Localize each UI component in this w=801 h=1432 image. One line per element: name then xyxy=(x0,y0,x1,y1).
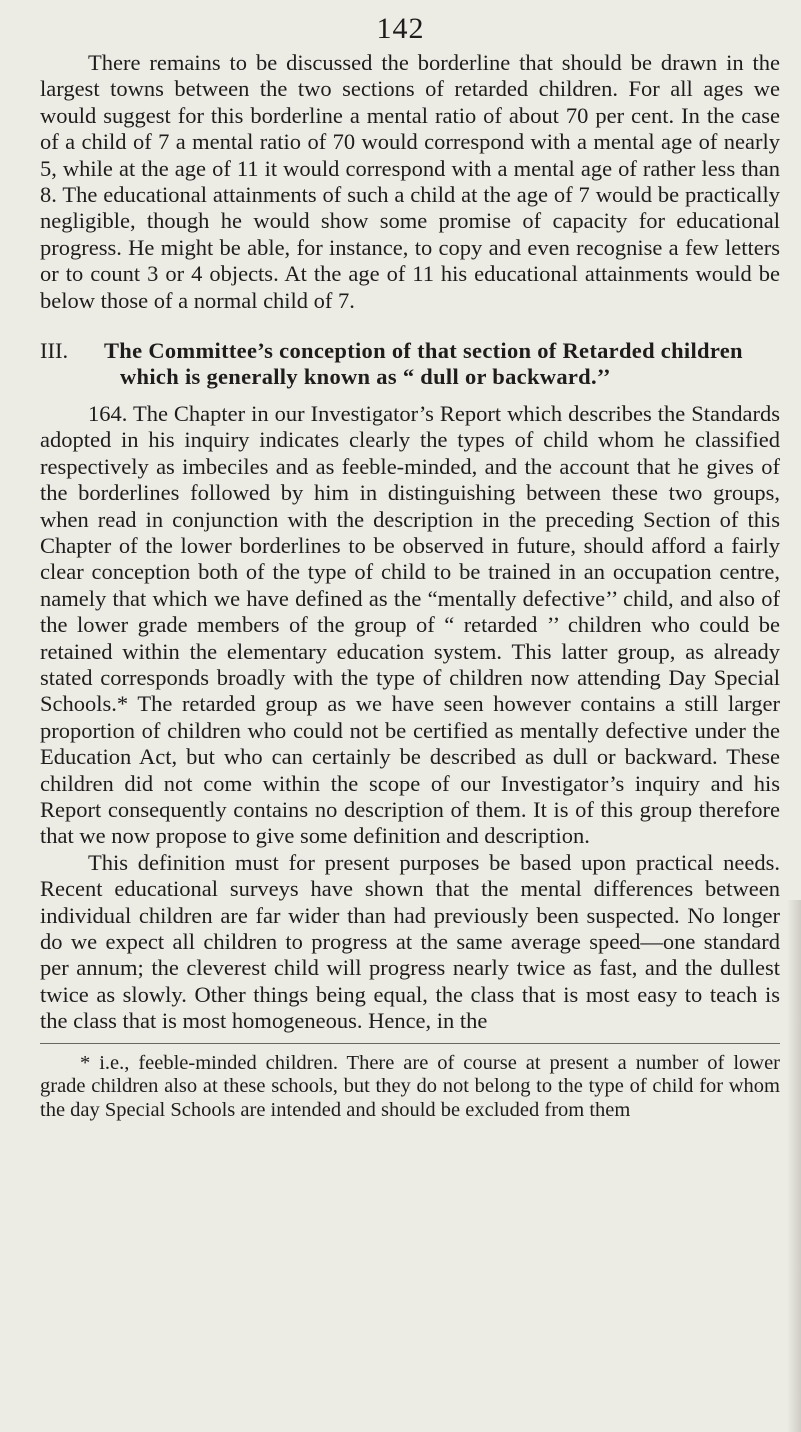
footnote xyxy=(40,1052,780,1123)
section-number: III. xyxy=(40,338,69,364)
section-heading xyxy=(40,338,780,391)
paragraph-definition: This definition must for present purposes be based upon practical needs. Recent educational surveys have shown that the mental differences between individual children are far wider than had previously been suspected. No longer do we expect all children to progress at the same average speed—one standard per annum; the cleverest child will progress nearly twice as fast, and the dullest twice as slowly. Other things being equal, the class that is most easy to teach is the class that is most homogeneous. Hence, in the xyxy=(40,849,780,1034)
paragraph-borderline: There remains to be discussed the borderline that should be drawn in the largest towns between the two sections of retarded children. For all ages we would suggest for this borderline a mental ratio of about 70 per cent. In the case of a child of 7 a mental ratio of 70 would correspond with a mental age of nearly 5, while at the age of 11 it would correspond with a mental age of rather less than 8. The educational attainments of such a child at the age of 7 would be practically negligible, though he would show some promise of capacity for educational progress. He might be able, for instance, to copy and even recognise a few letters or to count 3 or 4 objects. At the age of 11 his educational attainments would be below those of a normal child of 7. xyxy=(40,50,780,313)
section-title: The Committee’s conception of that section of Retarded children which is generally known as “ dull or backward.’’ xyxy=(104,338,743,390)
page-edge-shadow xyxy=(787,900,801,1432)
footnote-divider xyxy=(40,1043,780,1044)
paragraph-164: 164. The Chapter in our Investigator’s Report which describes the Standards adopted in his inquiry indicates clearly the types of child whom he classified respectively as imbeciles and as feeble-minded, and the account that he gives of the borderlines followed by him in distinguishing between these two groups, when read in conjunction with the description in the preceding Section of this Chapter of the lower borderlines to be observed in future, should afford a fairly clear conception both of the type of child to be trained in an occupation centre, namely that which we have defined as the “mentally defective’’ child, and also of the lower grade members of the group of “ retarded ’’ children who could be retained within the elementary education system. This latter group, as already stated corresponds broadly with the type of children now attending Day Special Schools.* The retarded group as we have seen however contains a still larger proportion of children who could not be certified as mentally defective under the Education Act, but who can certainly be described as dull or backward. These children did not come within the scope of our Investigator’s inquiry and his Report consequently contains no description of them. It is of this group therefore that we now propose to give some definition and description. xyxy=(40,400,780,849)
footnote-text: * i.e., feeble-minded children. There are of course at present a number of lower grade children also at these schools, but they do not belong to the type of child for whom the day Special Schools are intended and should be excluded from them xyxy=(40,1051,780,1122)
page-number: 142 xyxy=(376,12,425,45)
body-text xyxy=(40,50,780,1123)
